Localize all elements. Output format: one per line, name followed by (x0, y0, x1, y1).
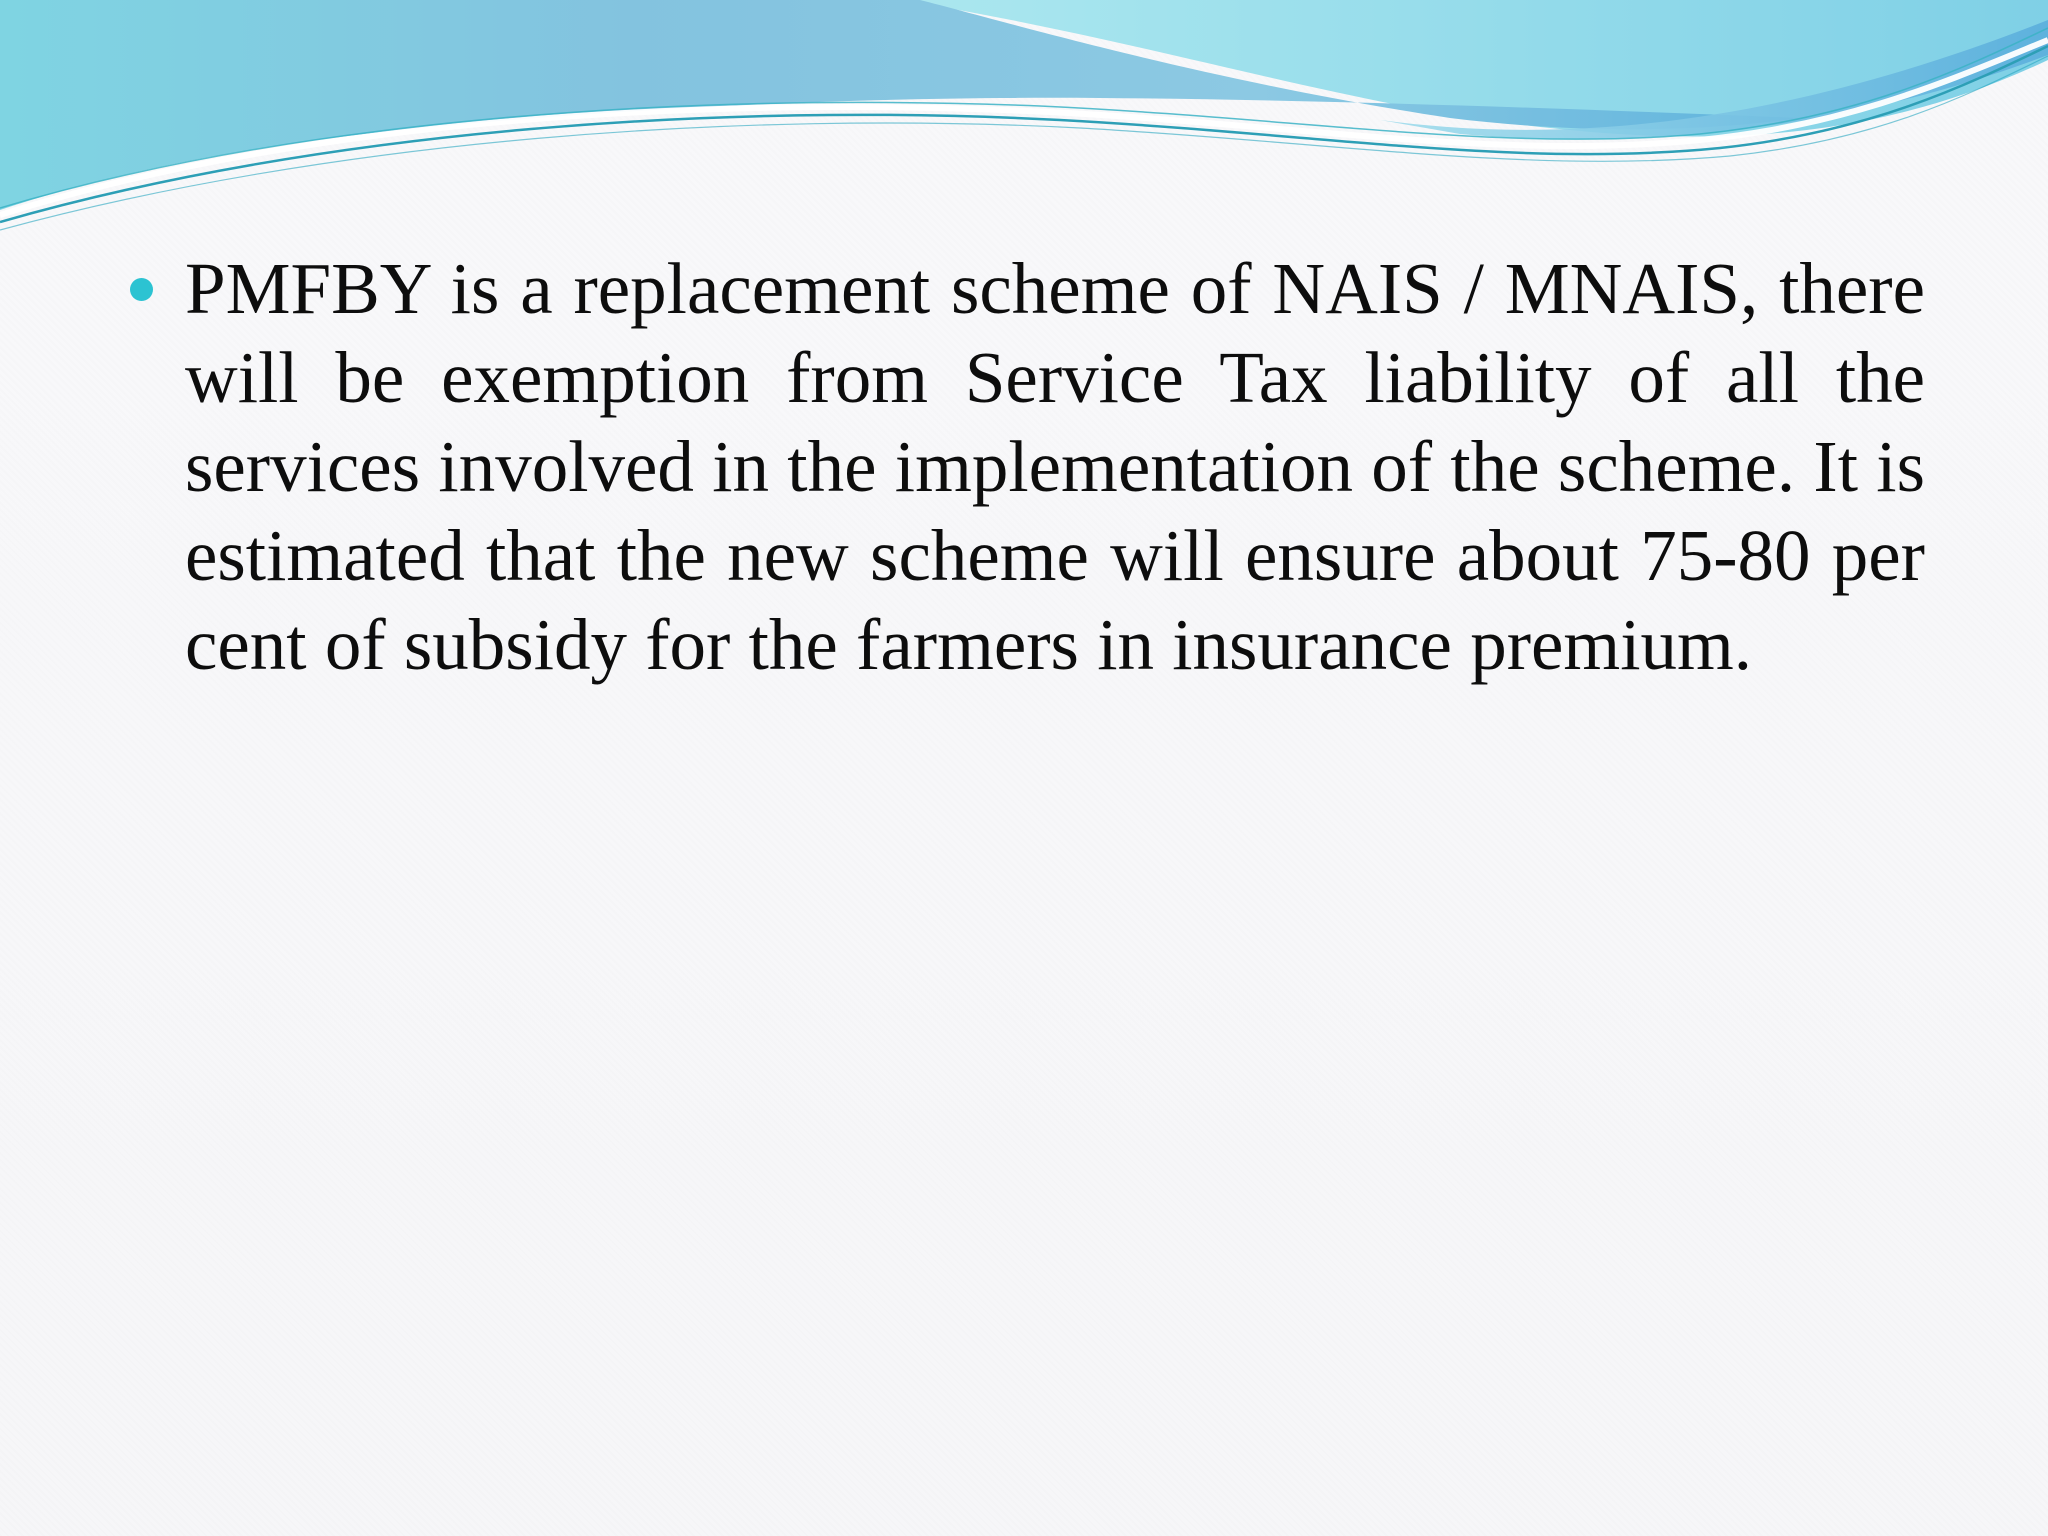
bullet-list (130, 244, 1925, 689)
bullet-item (130, 244, 1925, 689)
bullet-dot-icon (130, 278, 153, 301)
bullet-text: PMFBY is a replacement scheme of NAIS / MNAIS, there will be exemption from Service Tax liability of all the services involved in the implementation of the scheme. It is estimated that the new scheme will ensure about 75-80 per cent of subsidy for the farmers in insurance premium. (185, 248, 1925, 685)
header-wave-decoration (0, 0, 2048, 240)
